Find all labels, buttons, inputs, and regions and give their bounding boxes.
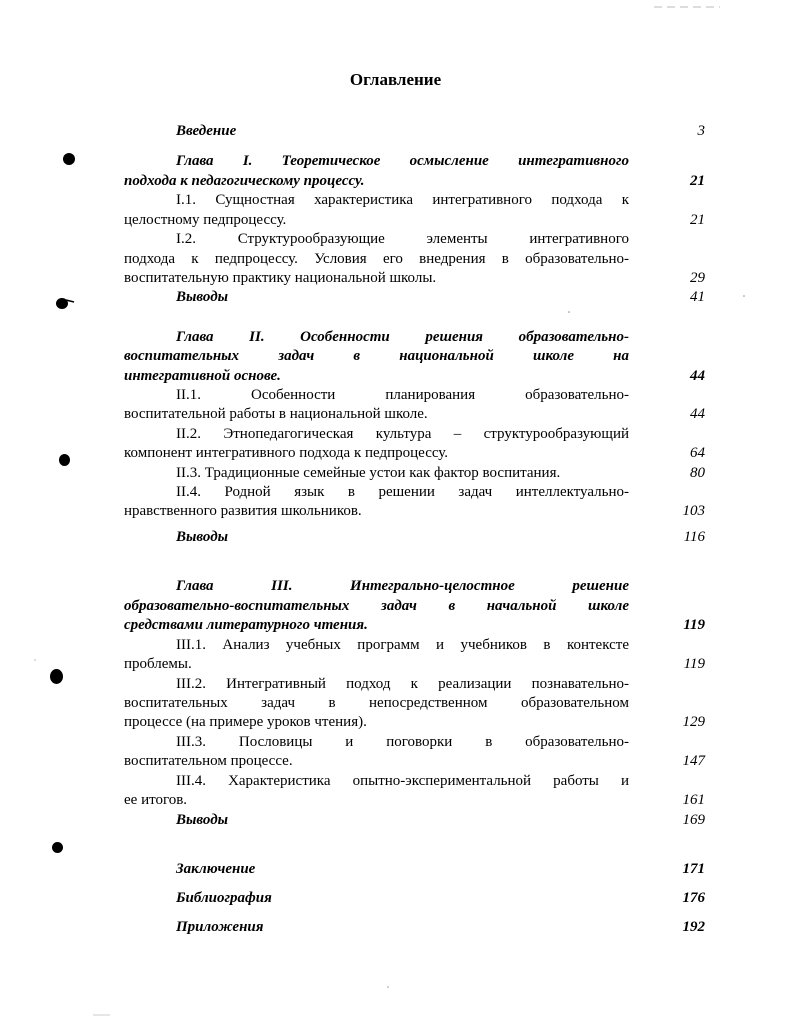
- section-3-4-page: 161: [682, 792, 705, 808]
- section-2-1-line1: II.1. Особенности планирования образовательно-: [176, 387, 629, 403]
- section-3-2-line3: процессе (на примере уроков чтения).: [124, 714, 367, 730]
- chapter-3-conclusions-label: Выводы: [176, 812, 229, 828]
- section-1-1-page: 21: [690, 212, 705, 228]
- chapter-3-page: 119: [683, 617, 705, 633]
- toc-intro-label: Введение: [176, 123, 237, 139]
- section-3-3-line1: III.3. Пословицы и поговорки в образовательно-: [176, 734, 629, 750]
- chapter-1-conclusions-page: 41: [690, 289, 705, 305]
- section-2-2-line1: II.2. Этнопедагогическая культура – структурообразующий: [176, 426, 629, 442]
- chapter-1-title-line2: подхода к педагогическому процессу.: [124, 173, 365, 189]
- section-3-3-page: 147: [682, 753, 705, 769]
- section-3-4-line1: III.4. Характеристика опытно-экспериментальной работы и: [176, 773, 629, 789]
- section-1-2-line2: подхода к педпроцессу. Условия его внедрения в образовательно-: [124, 251, 629, 267]
- section-2-1-line2: воспитательной работы в национальной школе.: [124, 406, 428, 422]
- toc-intro-page: 3: [697, 123, 705, 139]
- section-2-3-page: 80: [690, 465, 705, 481]
- chapter-3-title-line3: средствами литературного чтения.: [124, 617, 368, 633]
- section-3-1-page: 119: [683, 656, 705, 672]
- section-1-1-line1: I.1. Сущностная характеристика интегративного подхода к: [176, 192, 629, 208]
- section-1-1-line2: целостному педпроцессу.: [124, 212, 287, 228]
- toc-conclusion-page: 171: [682, 861, 705, 877]
- section-2-2-page: 64: [690, 445, 705, 461]
- toc-appendix-page: 192: [682, 919, 705, 935]
- section-2-4-line1: II.4. Родной язык в решении задач интеллектуально-: [176, 484, 629, 500]
- section-1-2-line3: воспитательную практику национальной школы.: [124, 270, 437, 286]
- chapter-3-conclusions-page: 169: [682, 812, 705, 828]
- section-2-1-page: 44: [690, 406, 705, 422]
- chapter-2-title-line3: интегративной основе.: [124, 368, 281, 384]
- toc-conclusion-label: Заключение: [176, 861, 256, 877]
- section-3-1-line2: проблемы.: [124, 656, 192, 672]
- section-1-2-page: 29: [690, 270, 705, 286]
- section-3-2-line1: III.2. Интегративный подход к реализации познавательно-: [176, 676, 629, 692]
- chapter-1-page: 21: [690, 173, 705, 189]
- section-2-4-page: 103: [682, 503, 705, 519]
- toc-bibliography-page: 176: [682, 890, 705, 906]
- chapter-2-page: 44: [690, 368, 705, 384]
- chapter-2-title-line2: воспитательных задач в национальной школе на: [124, 348, 629, 364]
- chapter-2-conclusions-label: Выводы: [176, 529, 229, 545]
- toc-appendix-label: Приложения: [176, 919, 264, 935]
- toc-bibliography-label: Библиография: [176, 890, 272, 906]
- section-3-4-line2: ее итогов.: [124, 792, 188, 808]
- section-2-4-line2: нравственного развития школьников.: [124, 503, 362, 519]
- section-3-3-line2: воспитательном процессе.: [124, 753, 293, 769]
- chapter-1-title-line1: Глава I. Теоретическое осмысление интегративного: [176, 153, 629, 169]
- chapter-3-title-line1: Глава III. Интегрально-целостное решение: [176, 578, 629, 594]
- section-1-2-line1: I.2. Структурообразующие элементы интегративного: [176, 231, 629, 247]
- section-3-2-page: 129: [682, 714, 705, 730]
- chapter-1-conclusions-label: Выводы: [176, 289, 229, 305]
- chapter-3-title-line2: образовательно-воспитательных задач в начальной школе: [124, 598, 629, 614]
- section-3-1-line1: III.1. Анализ учебных программ и учебников в контексте: [176, 637, 629, 653]
- page-title: Оглавление: [349, 70, 442, 89]
- section-2-2-line2: компонент интегративного подхода к педпроцессу.: [124, 445, 449, 461]
- chapter-2-conclusions-page: 116: [683, 529, 705, 545]
- chapter-2-title-line1: Глава II. Особенности решения образовательно-: [176, 329, 629, 345]
- section-3-2-line2: воспитательных задач в непосредственном образовательном: [124, 695, 629, 711]
- section-2-3-line1: II.3. Традиционные семейные устои как фактор воспитания.: [176, 465, 561, 481]
